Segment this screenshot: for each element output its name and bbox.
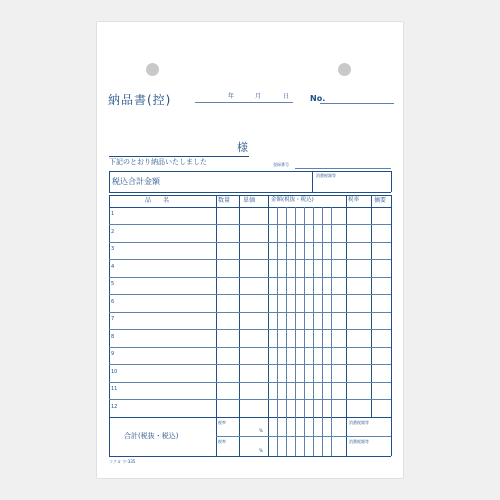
row-line bbox=[109, 277, 391, 278]
delivery-statement: 下記のとおり納品いたしました bbox=[109, 158, 207, 166]
col-sep-price bbox=[239, 195, 240, 456]
table-body-bottom bbox=[109, 417, 391, 418]
consumption-tax-label: 消費税額等 bbox=[316, 173, 336, 178]
header-unit-price: 単価 bbox=[243, 197, 256, 204]
customer-name-line bbox=[109, 156, 249, 157]
registration-number-line bbox=[295, 168, 391, 169]
date-year-label: 年 bbox=[228, 93, 235, 100]
table-right bbox=[391, 195, 392, 456]
table-header-bottom bbox=[109, 207, 391, 208]
row-number: 10 bbox=[111, 369, 118, 375]
binding-hole-left bbox=[146, 63, 159, 76]
total-box-right bbox=[391, 171, 392, 192]
row-number: 8 bbox=[111, 334, 115, 340]
row-line bbox=[109, 329, 391, 330]
header-remarks: 摘要 bbox=[374, 197, 387, 204]
header-quantity: 数量 bbox=[218, 197, 231, 204]
row-line bbox=[109, 364, 391, 365]
row-number: 5 bbox=[111, 281, 115, 287]
table-bottom bbox=[109, 456, 391, 457]
total-box-bottom bbox=[109, 192, 391, 193]
number-label: No. bbox=[310, 94, 326, 103]
amount-digit-line-7 bbox=[331, 207, 332, 456]
total-box-divider bbox=[312, 171, 313, 192]
binding-hole-right bbox=[338, 63, 351, 76]
totals-label: 合計(税抜・税込) bbox=[124, 432, 179, 440]
header-item-name: 品 名 bbox=[145, 197, 170, 204]
total-box-top bbox=[109, 171, 391, 172]
row-line bbox=[109, 259, 391, 260]
totals-tax-rate-1: 税率 bbox=[218, 420, 226, 425]
row-number: 6 bbox=[111, 299, 115, 305]
totals-middle-line bbox=[216, 436, 391, 437]
row-number: 7 bbox=[111, 316, 115, 322]
form-title: 納品書(控) bbox=[108, 93, 172, 107]
col-sep-remarks bbox=[371, 195, 372, 417]
manufacturer-code: コクヨ ウ-335 bbox=[109, 459, 136, 464]
totals-tax-amount-2: 消費税額等 bbox=[349, 439, 369, 444]
row-number: 9 bbox=[111, 351, 115, 357]
row-number: 12 bbox=[111, 404, 118, 410]
date-day-label: 日 bbox=[283, 93, 290, 100]
row-line bbox=[109, 382, 391, 383]
date-month-label: 月 bbox=[255, 93, 262, 100]
amount-digit-line-4 bbox=[304, 207, 305, 456]
col-sep-tax bbox=[346, 195, 347, 456]
amount-digit-line-3 bbox=[295, 207, 296, 456]
row-line bbox=[109, 399, 391, 400]
row-line bbox=[109, 347, 391, 348]
row-line bbox=[109, 312, 391, 313]
header-tax-rate: 税率 bbox=[348, 197, 360, 203]
delivery-slip-sheet bbox=[97, 22, 403, 478]
amount-digit-line-5 bbox=[313, 207, 314, 456]
totals-tax-rate-2: 税率 bbox=[218, 439, 226, 444]
row-number: 2 bbox=[111, 229, 115, 235]
col-sep-qty bbox=[216, 195, 217, 456]
row-number: 1 bbox=[111, 211, 115, 217]
row-line bbox=[109, 294, 391, 295]
total-box-left bbox=[109, 171, 110, 192]
registration-number-label: 登録番号 bbox=[273, 162, 289, 167]
row-number: 4 bbox=[111, 264, 115, 270]
table-left bbox=[109, 195, 110, 456]
row-line bbox=[109, 224, 391, 225]
date-underline bbox=[195, 102, 293, 103]
table-top bbox=[109, 195, 391, 196]
totals-percent-2: % bbox=[259, 448, 263, 453]
totals-percent-1: % bbox=[259, 428, 263, 433]
tax-included-total-label: 税込合計金額 bbox=[112, 177, 160, 186]
row-number: 11 bbox=[111, 386, 118, 392]
totals-tax-amount-1: 消費税額等 bbox=[349, 420, 369, 425]
customer-honorific: 様 bbox=[237, 141, 248, 154]
amount-digit-line-6 bbox=[322, 207, 323, 456]
row-line bbox=[109, 242, 391, 243]
header-amount: 金額(税抜・税込) bbox=[271, 197, 314, 203]
number-underline bbox=[320, 103, 394, 104]
amount-digit-line-2 bbox=[286, 207, 287, 456]
row-number: 3 bbox=[111, 246, 115, 252]
col-sep-amount bbox=[268, 195, 269, 456]
amount-digit-line-1 bbox=[277, 207, 278, 456]
